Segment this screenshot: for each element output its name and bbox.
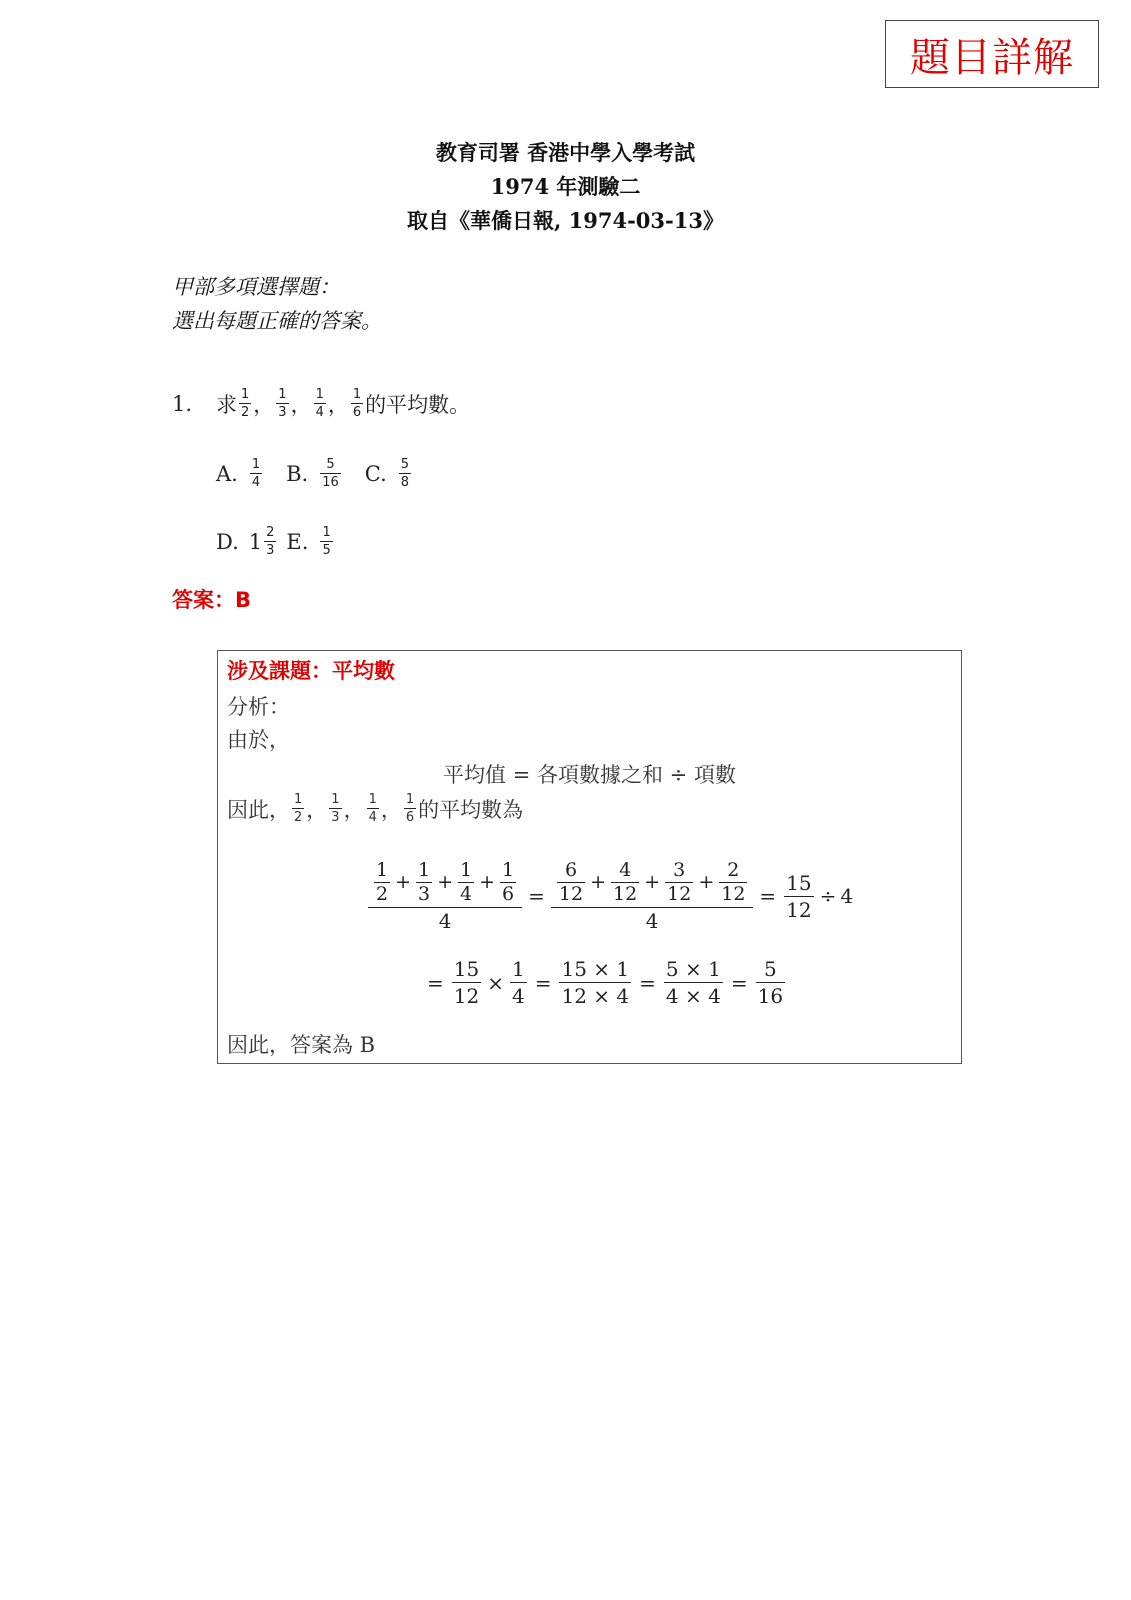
average-formula: 平均值 = 各項數據之和 ÷ 項數	[443, 763, 736, 787]
comma: ，	[306, 797, 328, 822]
section-instructions	[172, 270, 382, 338]
plus-sign: +	[437, 871, 454, 893]
comma: ，	[327, 392, 349, 417]
option-b-value: $\frac{5}{16}$	[322, 457, 339, 490]
equals-sign: =	[639, 970, 656, 995]
fraction-quarter: $\frac{1}{4}$	[368, 792, 377, 825]
comma: ，	[253, 392, 275, 417]
comma: ，	[343, 797, 365, 822]
fraction-third: $\frac{1}{3}$	[331, 792, 340, 825]
option-a-value: $\frac{1}{4}$	[251, 457, 261, 490]
fraction-sixth: $\frac{1}{6}$	[502, 859, 515, 905]
plus-sign: +	[644, 871, 661, 893]
equals-sign: =	[427, 970, 444, 995]
analysis-label: 分析：	[227, 695, 290, 719]
fraction-6-12: $\frac{6}{12}$	[558, 859, 584, 905]
option-b-label: B.	[286, 461, 309, 486]
divide-sign: ÷	[819, 884, 837, 908]
fraction-sixth: $\frac{1}{6}$	[352, 387, 362, 420]
therefore-line	[227, 793, 523, 824]
exam-source: 取自《華僑日報, 1974-03-13》	[407, 208, 724, 233]
fraction-third: $\frac{1}{3}$	[278, 387, 287, 420]
fraction-third: $\frac{1}{3}$	[418, 859, 431, 905]
fraction-quarter: $\frac{1}{4}$	[460, 859, 473, 905]
plus-sign: +	[479, 871, 496, 893]
fraction-step2: $\frac{5 \times 1}{4 \times 4}$	[665, 957, 721, 1008]
fraction-result: $\frac{5}{16}$	[757, 957, 784, 1008]
fraction-step1: $\frac{15 \times 1}{12 \times 4}$	[561, 957, 630, 1008]
option-c-value: $\frac{5}{8}$	[400, 457, 410, 490]
twelfths-over-four: $\frac{6}{12}$ + $\frac{4}{12}$ + $\frac{3}{12}$ + $\frac{2}{12}$ 4	[553, 861, 752, 931]
fraction-15-12: $\frac{15}{12}$	[786, 870, 812, 922]
fraction-2-12: $\frac{2}{12}$	[721, 859, 746, 905]
divisor: 4	[840, 884, 854, 908]
fraction-sixth: $\frac{1}{6}$	[405, 792, 415, 825]
plus-sign: +	[590, 871, 607, 893]
fraction-15-12: $\frac{15}{12}$	[453, 957, 480, 1008]
sum-over-four: $\frac{1}{2}$ + $\frac{1}{3}$ + $\frac{1}{4}$ + $\frac{1}{6}$ 4	[370, 861, 520, 931]
answer-key: 答案：B	[172, 588, 252, 612]
option-d-label: D.	[216, 529, 239, 554]
exam-header	[0, 136, 1131, 238]
option-d-whole: 1	[248, 529, 263, 554]
plus-sign: +	[698, 871, 715, 893]
fraction-half: $\frac{1}{2}$	[294, 792, 303, 825]
explanation-box	[217, 650, 962, 1064]
therefore-prefix: 因此，	[227, 797, 290, 822]
equals-sign: =	[534, 970, 552, 995]
comma: ，	[290, 392, 312, 417]
therefore-suffix: 的平均數為	[418, 797, 524, 822]
fraction-1-4: $\frac{1}{4}$	[511, 957, 525, 1008]
equals-sign: =	[528, 884, 545, 908]
times-sign: ×	[487, 970, 504, 995]
question-number: 1.	[172, 391, 193, 416]
option-c-label: C.	[364, 461, 387, 486]
fraction-half: $\frac{1}{2}$	[376, 859, 389, 905]
exam-title: 教育司署 香港中學入學考試	[435, 140, 696, 165]
exam-subtitle: 1974 年測驗二	[490, 174, 641, 199]
equation-line-2	[421, 959, 787, 1006]
topic-heading: 涉及課題：平均數	[227, 659, 395, 683]
section-title: 甲部多項選擇題：	[172, 275, 340, 299]
question-suffix: 的平均數。	[365, 392, 471, 417]
equation-line-1	[368, 861, 853, 931]
option-a-label: A.	[216, 461, 238, 486]
option-d-value: $\frac{2}{3}$	[266, 525, 275, 558]
fraction-quarter: $\frac{1}{4}$	[315, 387, 324, 420]
since-label: 由於，	[227, 728, 290, 752]
options-row-2	[216, 526, 335, 557]
fraction-4-12: $\frac{4}{12}$	[613, 859, 638, 905]
fraction-3-12: $\frac{3}{12}$	[667, 859, 692, 905]
equals-sign: =	[759, 884, 777, 908]
conclusion: 因此，答案為 B	[227, 1033, 376, 1057]
fraction-half: $\frac{1}{2}$	[241, 387, 250, 420]
solution-badge: 題目詳解	[885, 20, 1099, 88]
equals-sign: =	[730, 970, 748, 995]
options-row-1	[216, 458, 413, 489]
option-e-label: E.	[286, 529, 309, 554]
question-prefix: 求	[216, 392, 237, 417]
plus-sign: +	[395, 871, 412, 893]
question-1	[172, 388, 470, 419]
section-direction: 選出每題正確的答案。	[172, 309, 382, 333]
comma: ，	[380, 797, 402, 822]
option-e-value: $\frac{1}{5}$	[322, 525, 331, 558]
